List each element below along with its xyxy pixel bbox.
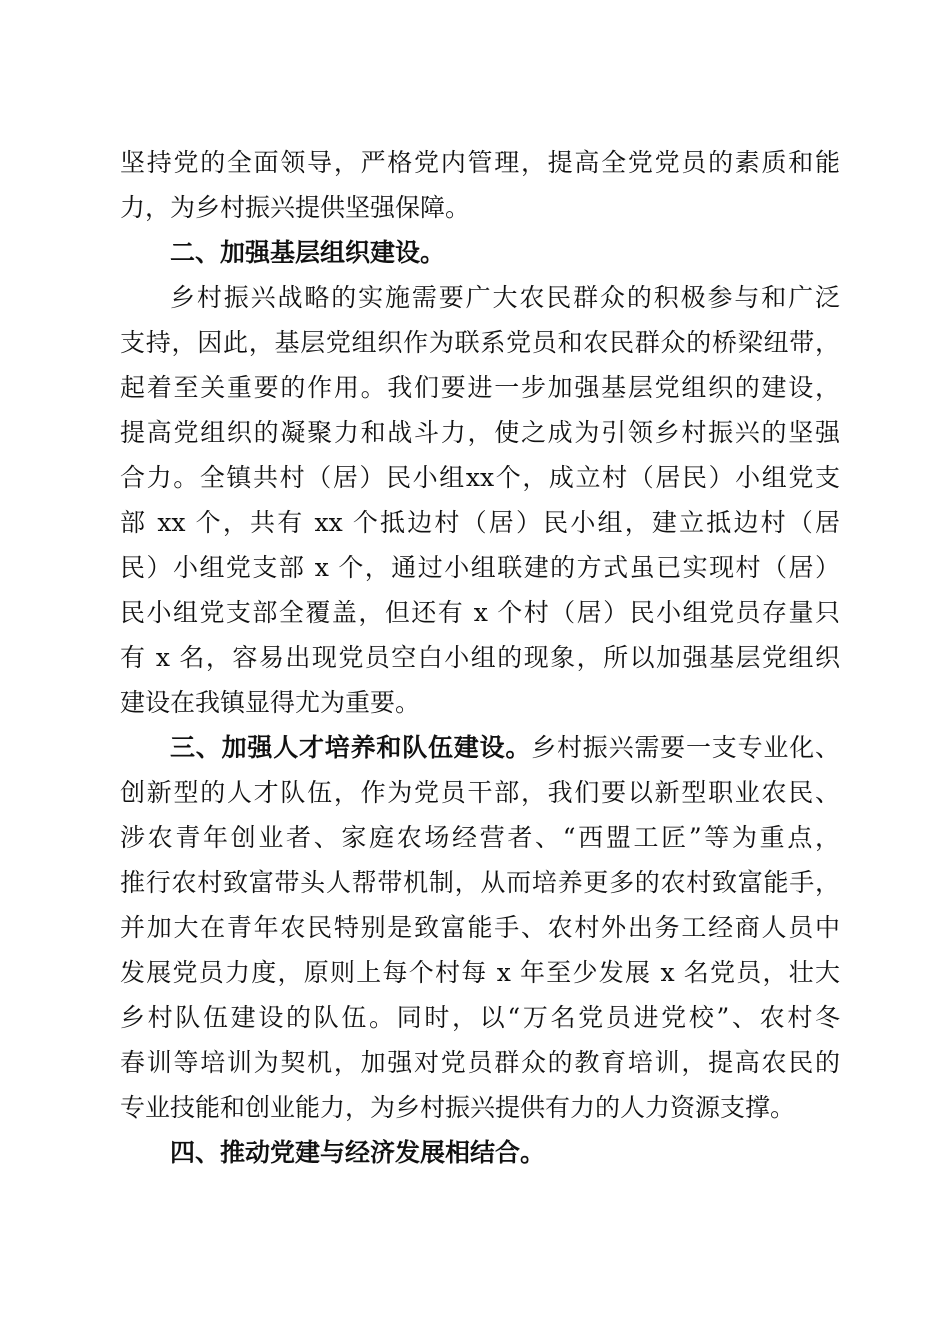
paragraph-2 <box>120 275 840 725</box>
text-line: 民小组党支部全覆盖，但还有 x 个村（居）民小组党员存量只 <box>120 598 840 627</box>
section-heading-2: 二、加强基层组织建设。 <box>170 238 446 267</box>
paragraph-intro <box>120 140 840 230</box>
paragraph-3-lead-text: 乡村振兴需要一支专业化、 <box>531 733 840 762</box>
text-line: 创新型的人才队伍，作为党员干部，我们要以新型职业农民、 <box>120 778 840 807</box>
text-line: 力，为乡村振兴提供坚强保障。 <box>120 193 471 222</box>
text-line: 建设在我镇显得尤为重要。 <box>120 688 421 717</box>
text-line: 涉农青年创业者、家庭农场经营者、“西盟工匠”等为重点， <box>120 823 840 852</box>
text-line: 专业技能和创业能力，为乡村振兴提供有力的人力资源支撑。 <box>120 1093 796 1122</box>
text-line: 春训等培训为契机，加强对党员群众的教育培训，提高农民的 <box>120 1048 840 1077</box>
text-line: 坚持党的全面领导，严格党内管理，提高全党党员的素质和能 <box>120 148 840 177</box>
text-line: 部 xx 个，共有 xx 个抵边村（居）民小组，建立抵边村（居 <box>120 508 840 537</box>
text-line <box>120 725 840 770</box>
text-line: 发展党员力度，原则上每个村每 x 年至少发展 x 名党员，壮大 <box>120 958 840 987</box>
text-line: 民）小组党支部 x 个，通过小组联建的方式虽已实现村（居） <box>120 553 840 582</box>
section-heading-3: 三、加强人才培养和队伍建设。 <box>170 733 532 762</box>
text-line: 支持，因此，基层党组织作为联系党员和农民群众的桥梁纽带， <box>120 328 840 357</box>
text-line: 合力。全镇共村（居）民小组xx个，成立村（居民）小组党支 <box>120 463 840 492</box>
section-heading-4: 四、推动党建与经济发展相结合。 <box>170 1138 546 1167</box>
document-body <box>120 140 840 1175</box>
text-line: 乡村队伍建设的队伍。同时，以“万名党员进党校”、农村冬 <box>120 1003 840 1032</box>
paragraph-3 <box>120 725 840 1130</box>
text-line: 推行农村致富带头人帮带机制，从而培养更多的农村致富能手， <box>120 868 840 897</box>
text-line: 有 x 名，容易出现党员空白小组的现象，所以加强基层党组织 <box>120 643 840 672</box>
text-line: 乡村振兴战略的实施需要广大农民群众的积极参与和广泛 <box>170 283 840 312</box>
text-line: 提高党组织的凝聚力和战斗力，使之成为引领乡村振兴的坚强 <box>120 418 840 447</box>
text-line: 起着至关重要的作用。我们要进一步加强基层党组织的建设， <box>120 373 840 402</box>
text-line: 并加大在青年农民特别是致富能手、农村外出务工经商人员中 <box>120 913 840 942</box>
